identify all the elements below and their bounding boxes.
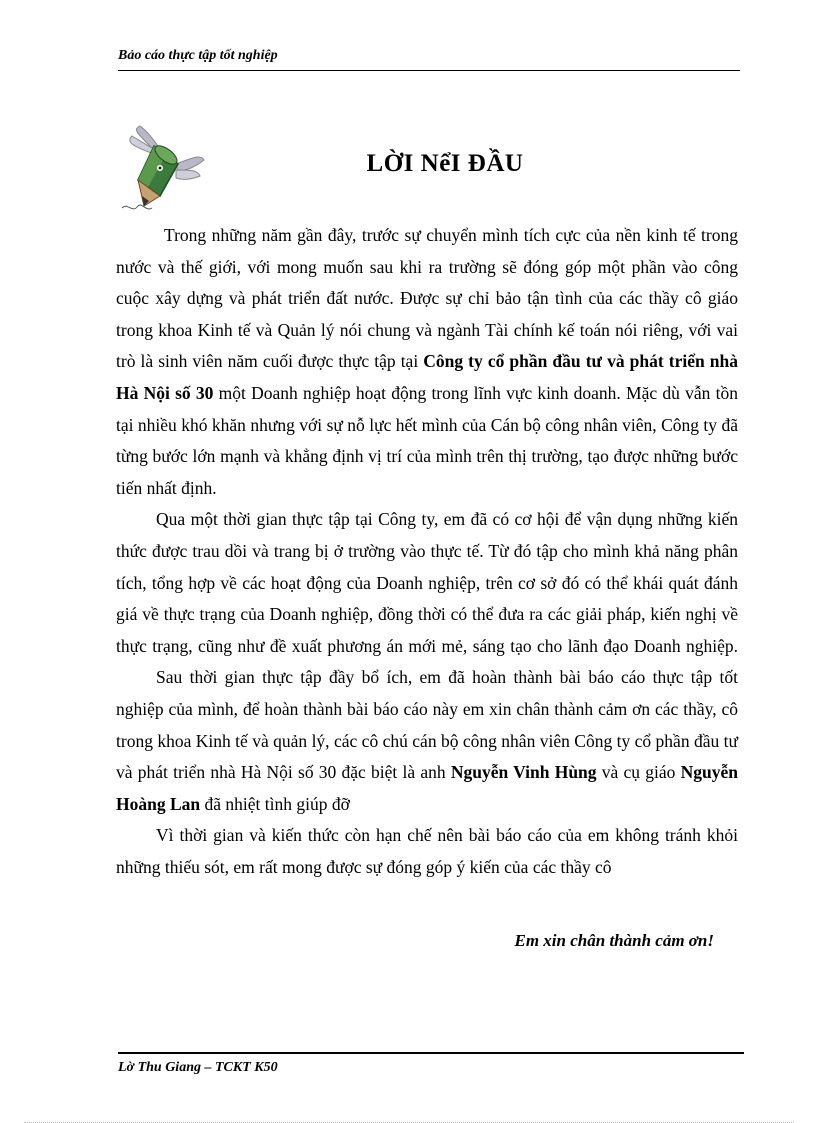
paragraph-intro [116,220,738,504]
paragraph-text: Sau thời gian thực tập đầy bổ ích, em đã hoàn thành bài báo cáo thực tập tốt nghiệp của mình, để hoàn thành bài báo cáo này em xin chân thành cảm ơn các thầy, cô trong khoa Kinh tế và quản lý, các cô chú cán bộ công nhân viên Công ty cổ phần đầu tư và phát triển nhà Hà Nội số 30 đặc biệt là anh [116,667,738,783]
paragraph-text: một Doanh nghiệp hoạt động trong lĩnh vực kinh doanh. Mặc dù vẫn tồn tại nhiều khó khăn nhưng với sự nỗ lực hết mình của Cán bộ công nhân viên, Công ty đã từng bước lớn mạnh và khẳng định vị trí của mình trên thị trường, tạo được những bước tiến nhất định. [116,382,738,498]
paragraph-internship [116,504,738,662]
paragraph-text: Vì thời gian và kiến thức còn hạn chế nên bài báo cáo của em không tránh khỏi những thiếu sót, em rất mong được sự đóng góp ý kiến của các thầy cô [116,825,738,877]
page-header [118,48,740,71]
company-name: Công ty cổ phần đầu tư và phát triển nhà Hà Nội số 30 [116,351,738,403]
paragraph-text: Qua một thời gian thực tập tại Công ty, em đã có cơ hội để vận dụng những kiến thức được trau dồi và trang bị ở trường vào thực tế. Từ đó tập cho mình khả năng phân tích, tổng hợp về các hoạt động của Doanh nghiệp, trên cơ sở đó có thể khái quát đánh giá về thực trạng của Doanh nghiệp, đồng thời có thể đưa ra các giải pháp, kiến nghị về thực trạng, cũng như đề xuất phương án mới mẻ, sáng tạo cho lãnh đạo Doanh nghiệp. [116,509,738,656]
page-footer [118,1052,744,1076]
teacher-name: Nguyễn Hoàng Lan [116,762,738,814]
paragraph-text: và cụ giáo [596,762,681,783]
mentor-name: Nguyễn Vinh Hùng [450,762,597,783]
body-text [116,220,738,883]
paragraph-text: đã nhiệt tình giúp đỡ [200,793,350,814]
paragraph-text: Trong những năm gần đây, trước sự chuyển mình tích cực của nền kinh tế trong nước và thế giới, với mong muốn sau khi ra trường sẽ đóng góp một phần vào công cuộc xây dựng và phát triển đất nước. Được sự chỉ bảo tận tình của các thầy cô giáo trong khoa Kinh tế và Quản lý nói chung và ngành Tài chính kế toán nói riêng, với vai trò là sinh viên năm cuối được thực tập tại [116,225,738,372]
winged-pencil-icon [118,124,210,216]
footer-text: Lờ Thu Giang – TCKT K50 [118,1060,278,1075]
paragraph-closing [116,820,738,883]
paragraph-thanks [116,662,738,820]
header-text: Bảo cáo thực tập tốt nghiệp [118,48,278,63]
page-title: LỜI NểI ĐẦU [366,150,524,177]
closing-line: Em xin chân thành cảm ơn! [514,931,714,950]
